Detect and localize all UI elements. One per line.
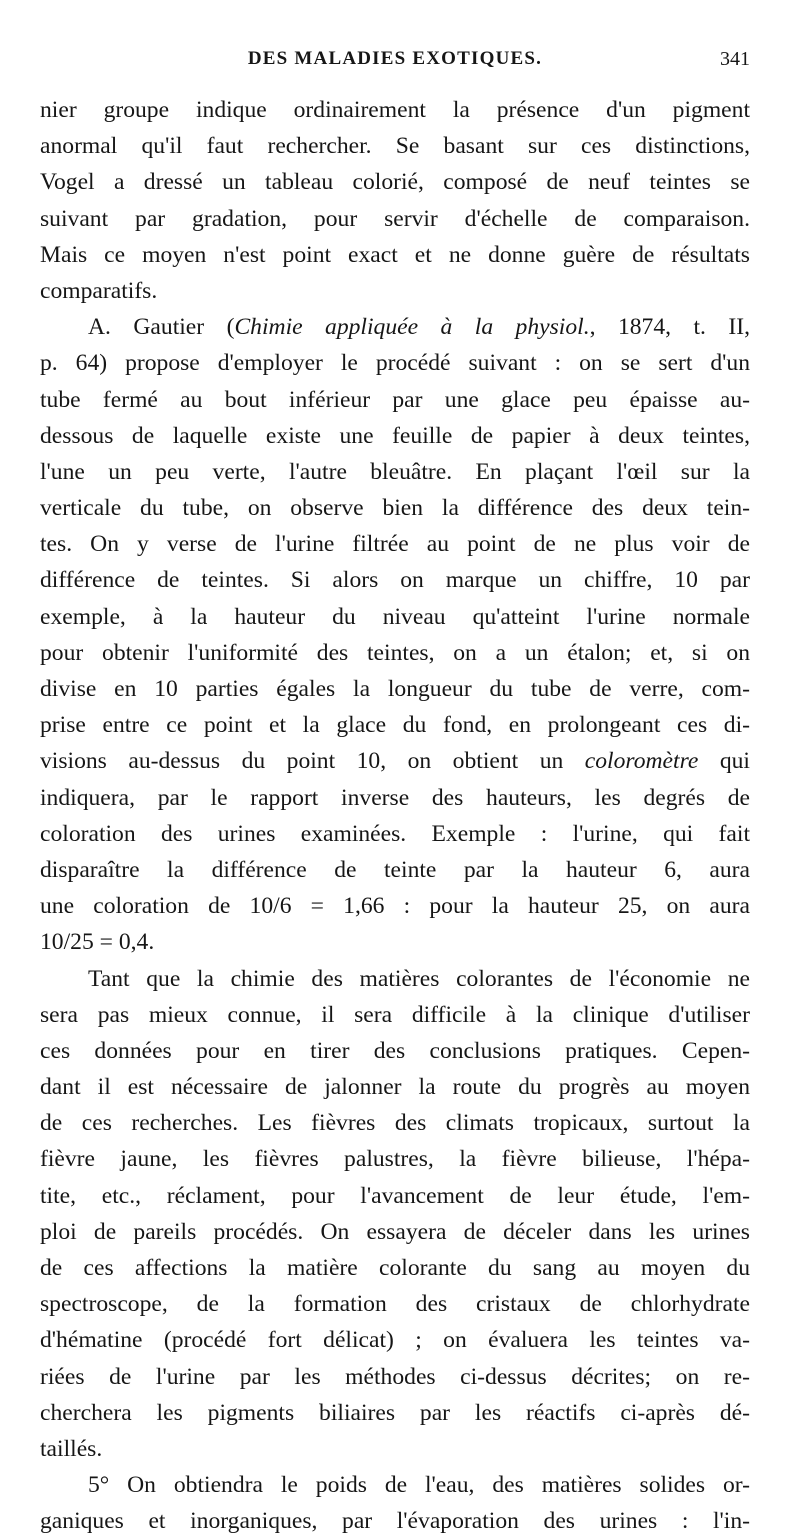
text-line-content: ganiques et inorganiques, par l'évaporation des urines : l'in-	[40, 1508, 750, 1535]
text-line	[40, 562, 750, 598]
text-line	[40, 599, 750, 635]
text-line	[40, 237, 750, 273]
text-line	[40, 1250, 750, 1286]
text-line	[40, 888, 750, 924]
text-line-content: l'une un peu verte, l'autre bleuâtre. En plaçant l'œil sur la	[40, 458, 750, 485]
text-line-content: anormal qu'il faut rechercher. Se basant sur ces distinctions,	[40, 133, 750, 160]
text-line-content: indiquera, par le rapport inverse des hauteurs, les degrés de	[40, 784, 750, 811]
text-line-content: tube fermé au bout inférieur par une glace peu épaisse au-	[40, 386, 750, 413]
text-line	[40, 1214, 750, 1250]
text-line-content: Mais ce moyen n'est point exact et ne donne guère de résultats	[40, 241, 750, 268]
text-line	[40, 924, 750, 960]
text-line	[40, 273, 750, 309]
text-line-content: de ces recherches. Les fièvres des climats tropicaux, surtout la	[40, 1110, 750, 1137]
page-header	[40, 48, 750, 78]
text-line-content: comparatifs.	[40, 277, 158, 304]
text-line-content: dant il est nécessaire de jalonner la route du progrès au moyen	[40, 1074, 750, 1101]
text-line-content: différence de teintes. Si alors on marque un chiffre, 10 par	[40, 567, 750, 594]
text-line	[40, 1286, 750, 1322]
text-line	[40, 201, 750, 237]
text-line-continuation: , 1874, t. II,	[589, 314, 750, 341]
text-line	[40, 526, 750, 562]
text-line-content: suivant par gradation, pour servir d'échelle de comparaison.	[40, 205, 750, 232]
text-line-content: coloration des urines examinées. Exemple : l'urine, qui fait	[40, 820, 750, 847]
text-line	[40, 490, 750, 526]
text-line-content: pour obtenir l'uniformité des teintes, on a un étalon; et, si on	[40, 639, 750, 666]
text-line-content: exemple, à la hauteur du niveau qu'atteint l'urine normale	[40, 603, 750, 630]
text-line-content: Tant que la chimie des matières colorantes de l'économie ne	[88, 965, 750, 992]
text-line-content: cherchera les pigments biliaires par les réactifs ci-après dé-	[40, 1399, 750, 1426]
text-line	[40, 852, 750, 888]
text-line	[40, 1503, 750, 1539]
text-line	[40, 1359, 750, 1395]
text-line	[40, 1105, 750, 1141]
text-line	[40, 128, 750, 164]
text-line-content: divise en 10 parties égales la longueur du tube de verre, com-	[40, 676, 750, 702]
text-line-content: de ces affections la matière colorante du sang au moyen du	[40, 1255, 750, 1281]
text-line-content: dessous de laquelle existe une feuille de papier à deux teintes,	[40, 422, 750, 449]
page-number: 341	[720, 48, 750, 70]
text-line	[40, 1431, 750, 1467]
text-line	[40, 454, 750, 490]
text-line-content: nier groupe indique ordinairement la présence d'un pigment	[40, 97, 750, 123]
text-line	[40, 345, 750, 381]
text-line	[40, 743, 750, 779]
text-line	[40, 382, 750, 418]
text-line-content: riées de l'urine par les méthodes ci-dessus décrites; on re-	[40, 1363, 750, 1390]
text-line	[40, 635, 750, 671]
text-line	[40, 92, 750, 128]
text-line-content: d'hématine (procédé fort délicat) ; on évaluera les teintes va-	[40, 1327, 750, 1354]
text-line-continuation: qui	[698, 748, 750, 775]
text-line-content: une coloration de 10/6 = 1,66 : pour la hauteur 25, on aura	[40, 893, 750, 920]
text-line-content: p. 64) propose d'employer le procédé suivant : on se sert d'un	[40, 350, 750, 377]
text-line	[40, 1069, 750, 1105]
text-line	[40, 1141, 750, 1177]
text-line-content: Vogel a dressé un tableau colorié, composé de neuf teintes se	[40, 169, 750, 196]
text-line	[40, 418, 750, 454]
text-line-content: verticale du tube, on observe bien la différence des deux tein-	[40, 495, 750, 522]
text-line-content: 10/25 = 0,4.	[40, 929, 155, 956]
text-line-content: tes. On y verse de l'urine filtrée au point de ne plus voir de	[40, 531, 750, 558]
text-line	[40, 816, 750, 852]
text-line-content: visions au-dessus du point 10, on obtient un	[40, 748, 585, 775]
text-line	[40, 671, 750, 707]
text-line	[40, 1178, 750, 1214]
text-line-content: A. Gautier (	[88, 314, 235, 341]
text-line-content: 5° On obtiendra le poids de l'eau, des matières solides or-	[88, 1472, 750, 1499]
text-line-content: tite, etc., réclament, pour l'avancement de leur étude, l'em-	[40, 1182, 750, 1209]
text-line-content: taillés.	[40, 1435, 103, 1462]
text-line-content: disparaître la différence de teinte par la hauteur 6, aura	[40, 856, 750, 883]
text-line	[40, 1467, 750, 1503]
text-line	[40, 1322, 750, 1358]
body-text	[40, 92, 750, 1540]
text-line	[40, 164, 750, 200]
text-line-content: spectroscope, de la formation des cristaux de chlorhydrate	[40, 1291, 750, 1318]
italic-text: coloromètre	[584, 748, 699, 775]
text-line-content: sera pas mieux connue, il sera difficile à la clinique d'utiliser	[40, 1001, 750, 1028]
text-line	[40, 780, 750, 816]
italic-text: Chimie appliquée à la physiol.	[234, 314, 590, 341]
text-line-content: ploi de pareils procédés. On essayera de déceler dans les urines	[40, 1218, 750, 1245]
text-line-content: fièvre jaune, les fièvres palustres, la fièvre bilieuse, l'hépa-	[40, 1146, 750, 1173]
text-line	[40, 1033, 750, 1069]
text-line	[40, 961, 750, 997]
text-line-content: ces données pour en tirer des conclusions pratiques. Cepen-	[40, 1037, 750, 1064]
text-line	[40, 1395, 750, 1431]
text-line	[40, 309, 750, 345]
text-line	[40, 707, 750, 743]
text-line	[40, 997, 750, 1033]
running-title: DES MALADIES EXOTIQUES.	[247, 48, 543, 69]
text-line-content: prise entre ce point et la glace du fond, en prolongeant ces di-	[40, 712, 750, 739]
